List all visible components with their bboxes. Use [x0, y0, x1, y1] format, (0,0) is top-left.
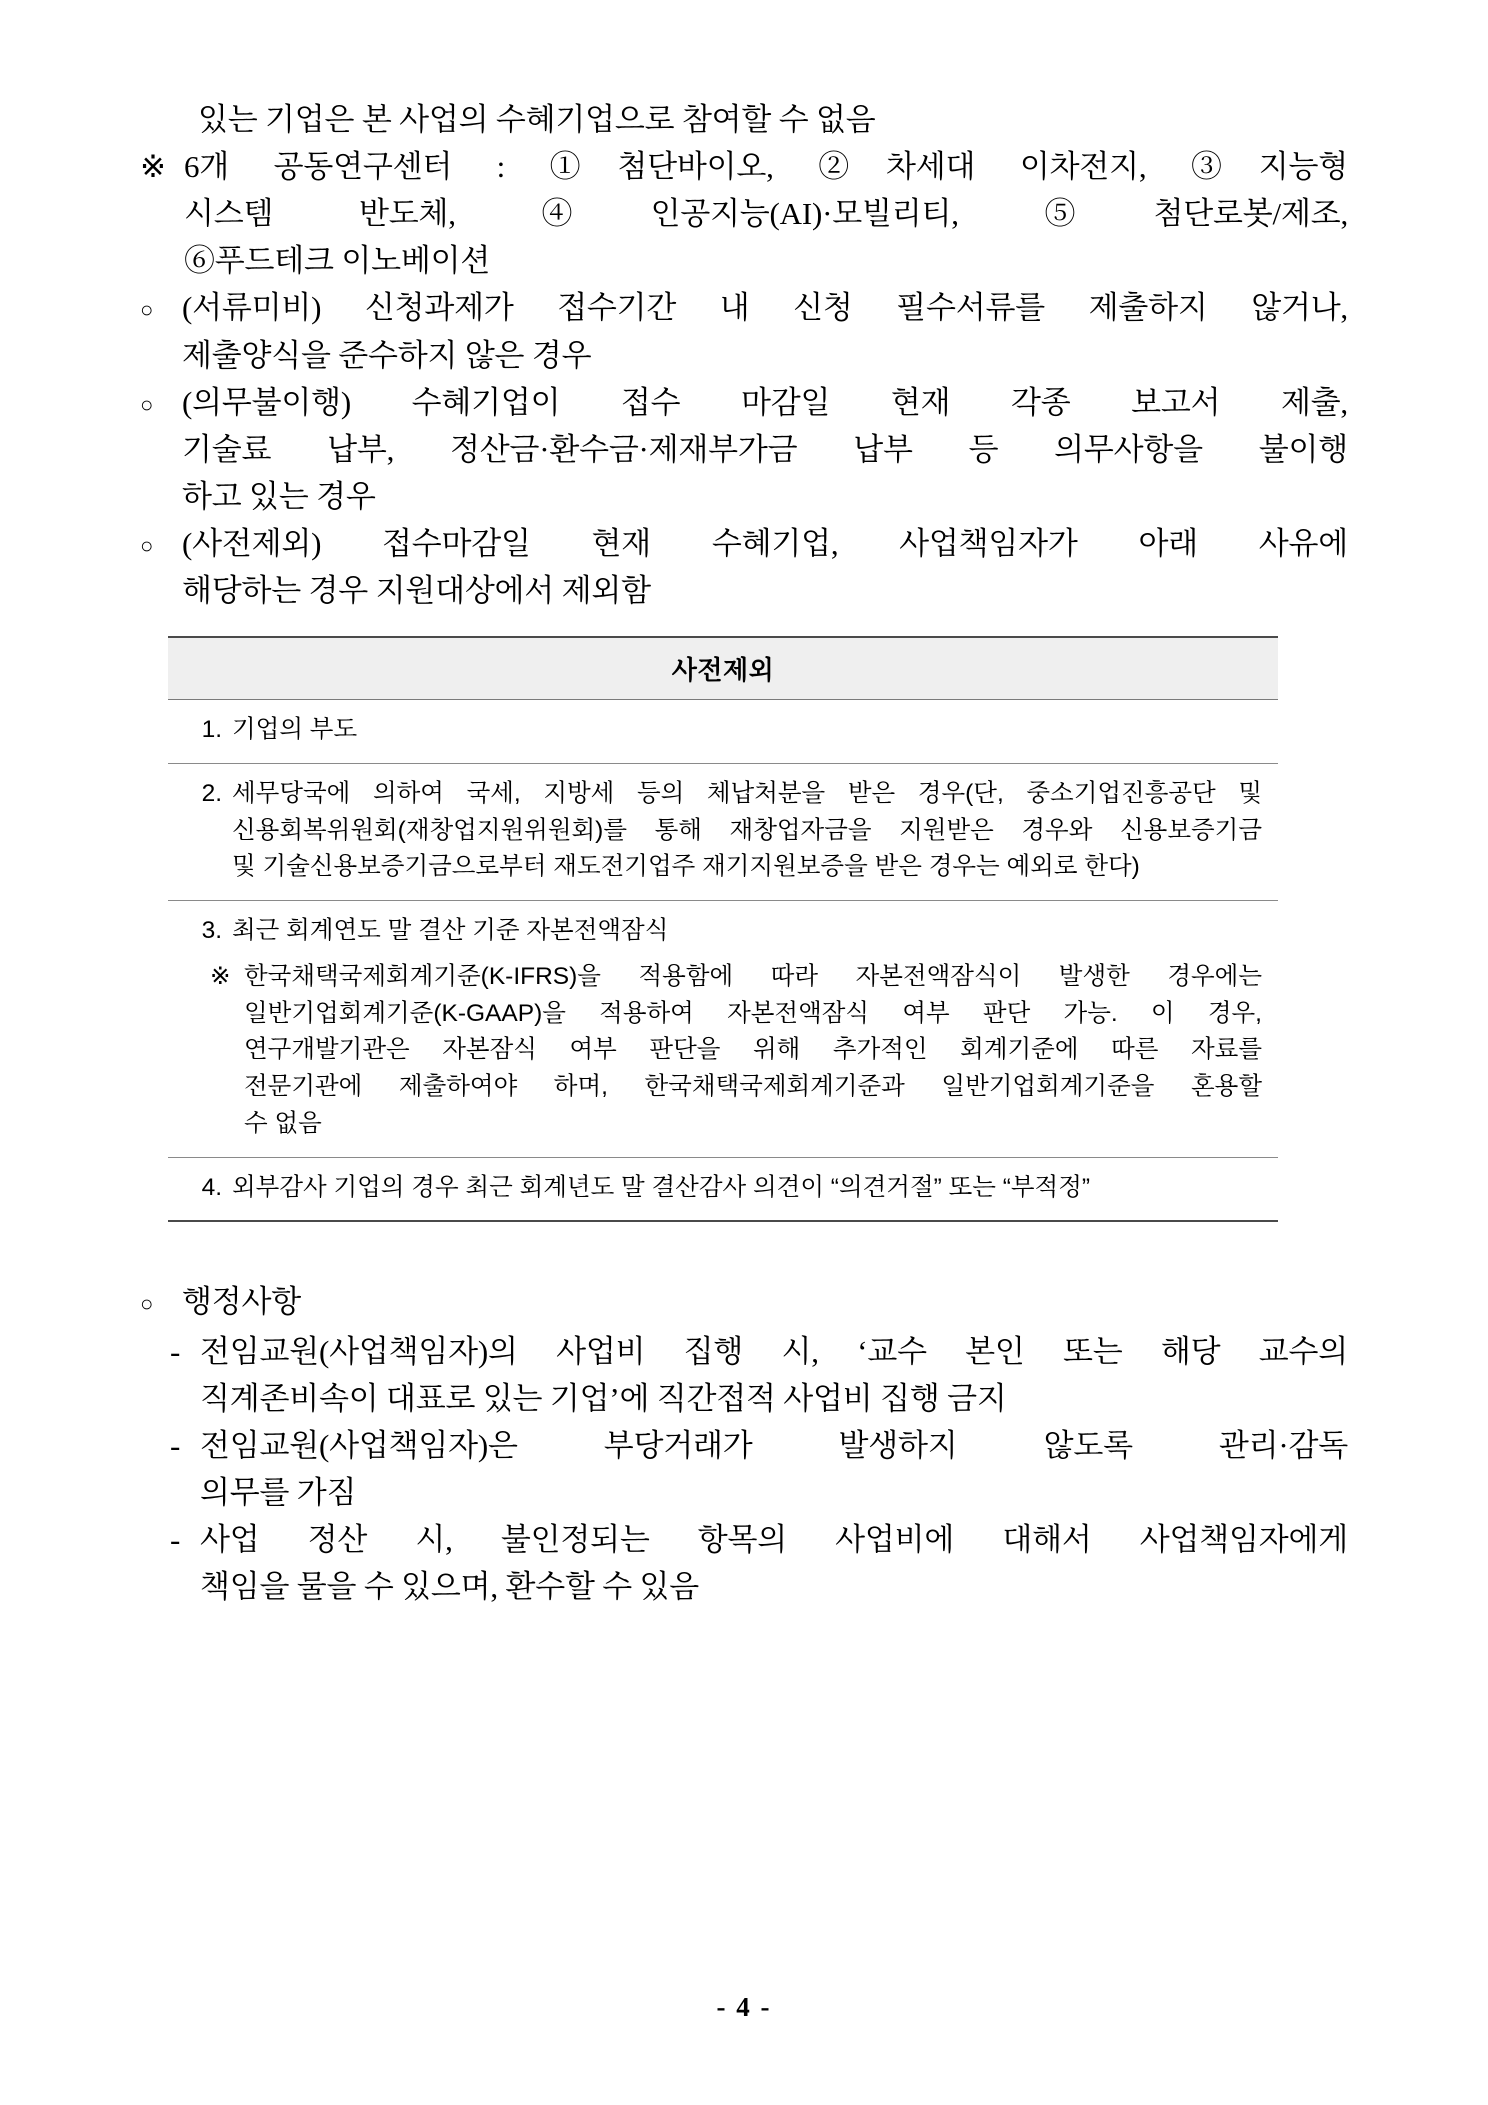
admin-line: 직계존비속이 대표로 있는 기업’에 직간접적 사업비 집행 금지: [200, 1380, 1007, 1416]
bullet-item: [140, 379, 1348, 520]
item-line: 기업의 부도: [232, 716, 358, 744]
list-item: [184, 712, 1262, 749]
admin-item-body: [200, 1328, 1348, 1422]
note-line: 시스템 반도체, ④인공지능(AI)·모빌리티, ⑤첨단로봇/제조,: [184, 196, 1348, 232]
note-body: [184, 143, 1348, 284]
bullet-line: (의무불이행) 수혜기업이 접수 마감일 현재 각종 보고서 제출,: [182, 384, 1348, 420]
bullet-line: 해당하는 경우 지원대상에서 제외함: [182, 573, 651, 609]
table-header-cell: 사전제외: [168, 637, 1278, 700]
item-number: 2.: [201, 779, 222, 807]
dash-marker: -: [170, 1427, 181, 1463]
note-line: 6개 공동연구센터 : ①첨단바이오, ②차세대 이차전지, ③지능형: [184, 149, 1348, 185]
table-row: [168, 700, 1278, 764]
exclusion-table: [168, 636, 1278, 1222]
top-continuation-line: 있는 기업은 본 사업의 수혜기업으로 참여할 수 없음: [198, 102, 876, 137]
bullet-body: [182, 284, 1348, 378]
note-line: ⑥푸드테크 이노베이션: [184, 243, 491, 279]
bullet-body: [182, 379, 1348, 520]
note-marker: ※: [140, 149, 166, 185]
table-cell: [168, 901, 1278, 1158]
note-line: 일반기업회계기준(K-GAAP)을 적용하여 자본전액잠식 여부 판단 가능. 이 경우,: [244, 999, 1262, 1027]
admin-title-row: [140, 1278, 1348, 1325]
item-text: [232, 1170, 1262, 1207]
note-line: 전문기관에 제출하여야 하며, 한국채택국제회계기준과 일반기업회계기준을 혼용할: [244, 1073, 1262, 1101]
table-cell: [168, 763, 1278, 900]
page-number: - 4 -: [716, 1992, 772, 2022]
bullet-marker: ○: [140, 297, 154, 323]
bullet-marker: ○: [140, 1291, 154, 1317]
admin-item: [170, 1422, 1348, 1516]
item-text: [232, 776, 1262, 886]
admin-line: 의무를 가짐: [200, 1474, 357, 1510]
bullet-marker: ○: [140, 391, 154, 417]
note-marker: ※: [210, 962, 231, 990]
admin-line: 전임교원(사업책임자)의 사업비 집행 시, ‘교수 본인 또는 해당 교수의: [200, 1333, 1348, 1369]
table-header-row: [168, 637, 1278, 700]
item-text: [232, 712, 1262, 749]
note-line: 수 없음: [244, 1109, 322, 1137]
bullet-line: (서류미비) 신청과제가 접수기간 내 신청 필수서류를 제출하지 않거나,: [182, 290, 1348, 326]
bullet-line: (사전제외) 접수마감일 현재 수혜기업, 사업책임자가 아래 사유에: [182, 525, 1348, 561]
admin-line: 전임교원(사업책임자)은 부당거래가 발생하지 않도록 관리·감독: [200, 1427, 1348, 1463]
item-line: 최근 회계연도 말 결산 기준 자본전액잠식: [232, 917, 669, 945]
admin-item: [170, 1516, 1348, 1610]
table-row: [168, 1157, 1278, 1221]
bullet-item: [140, 284, 1348, 378]
bullet-item: [140, 520, 1348, 614]
item-note: [210, 959, 1262, 1143]
item-line: 신용회복위원회(재창업지원위원회)를 통해 재창업자금을 지원받은 경우와 신용보증기금: [232, 816, 1262, 844]
item-number: 4.: [201, 1173, 222, 1201]
note-text: [244, 959, 1262, 1143]
bullet-line: 기술료 납부, 정산금·환수금·제재부가금 납부 등 의무사항을 불이행: [182, 431, 1348, 467]
list-item: [184, 776, 1262, 886]
admin-item-body: [200, 1516, 1348, 1610]
admin-item: [170, 1328, 1348, 1422]
bullet-marker: ○: [140, 532, 154, 558]
list-item: [184, 913, 1262, 950]
item-number: 1.: [201, 716, 222, 744]
admin-item-body: [200, 1422, 1348, 1516]
admin-title-body: [182, 1278, 1348, 1325]
table-cell: [168, 700, 1278, 764]
bullet-line: 하고 있는 경우: [182, 478, 376, 514]
note-line: 연구개발기관은 자본잠식 여부 판단을 위해 추가적인 회계기준에 따른 자료를: [244, 1036, 1262, 1064]
bullet-body: [182, 520, 1348, 614]
table-row: [168, 763, 1278, 900]
bullet-line: 제출양식을 준수하지 않은 경우: [182, 337, 592, 373]
note-block: [140, 143, 1348, 284]
item-line: 외부감사 기업의 경우 최근 회계년도 말 결산감사 의견이 “의견거절” 또는 “부적정”: [232, 1173, 1091, 1201]
item-text: [232, 913, 1262, 950]
item-number: 3.: [201, 917, 222, 945]
dash-marker: -: [170, 1522, 181, 1557]
dash-marker: -: [170, 1333, 181, 1369]
admin-section: [140, 1278, 1348, 1610]
admin-title: 행정사항: [182, 1284, 301, 1320]
item-line: 및 기술신용보증기금으로부터 재도전기업주 재기지원보증을 받은 경우는 예외로 한다): [232, 853, 1140, 881]
table-cell: [168, 1157, 1278, 1221]
admin-line: 책임을 물을 수 있으며, 환수할 수 있음: [200, 1569, 700, 1605]
table-row: [168, 901, 1278, 1158]
list-item: [184, 1170, 1262, 1207]
item-line: 세무당국에 의하여 국세, 지방세 등의 체납처분을 받은 경우(단, 중소기업진흥공단 및: [232, 779, 1262, 807]
note-line: 한국채택국제회계기준(K-IFRS)을 적용함에 따라 자본전액잠식이 발생한 경우에는: [244, 962, 1262, 990]
admin-line: 사업 정산 시, 불인정되는 항목의 사업비에 대해서 사업책임자에게: [200, 1522, 1348, 1557]
